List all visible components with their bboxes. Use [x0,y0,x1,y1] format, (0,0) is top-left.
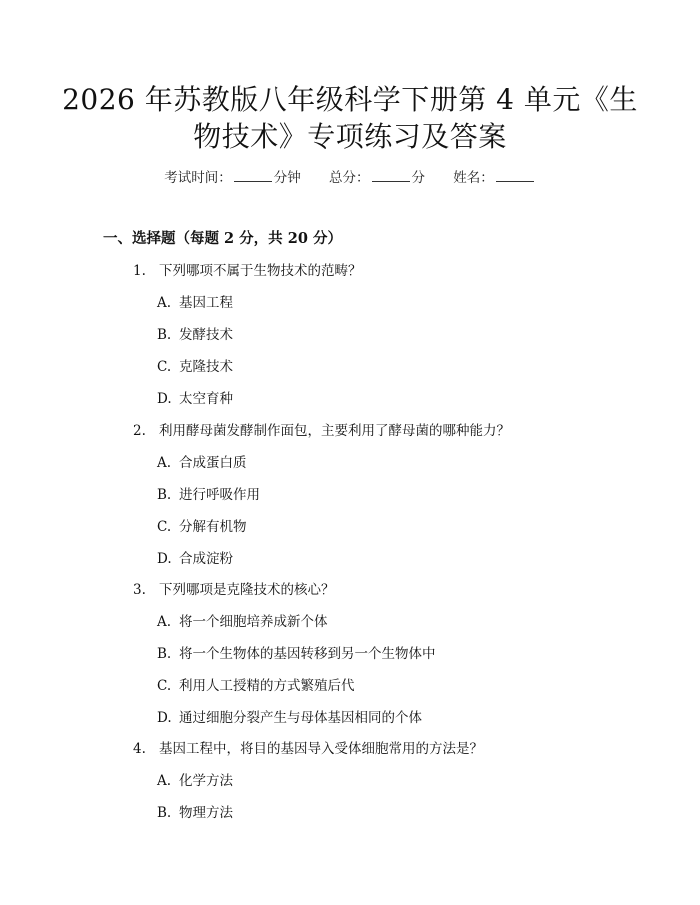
option-text: 物理方法 [179,805,233,821]
question-number: 4. [133,741,146,757]
question-3-option-a [157,612,328,632]
question-text: 下列哪项是克隆技术的核心？ [159,582,335,598]
option-letter: A. [157,295,172,311]
question-1 [133,261,362,281]
total-score-field [329,168,425,188]
question-3 [133,580,335,600]
exam-time-unit: 分钟 [273,170,301,186]
option-letter: C. [157,678,172,694]
question-number: 3. [133,582,146,598]
question-1-option-d [157,389,233,409]
question-1-option-a [157,293,233,313]
student-name-label: 姓名： [453,170,494,186]
question-1-option-c [157,357,233,377]
exam-time-field [164,168,301,188]
option-letter: B. [157,646,172,662]
exam-time-label: 考试时间： [164,170,232,186]
option-letter: D. [157,551,172,567]
option-text: 分解有机物 [179,519,247,535]
question-2-option-d [157,549,233,569]
option-letter: C. [157,519,172,535]
question-4-option-b [157,803,233,823]
option-text: 利用人工授精的方式繁殖后代 [179,678,355,694]
option-text: 发酵技术 [179,327,233,343]
option-text: 将一个生物体的基因转移到另一个生物体中 [179,646,436,662]
question-4-option-a [157,771,233,791]
question-2-option-c [157,517,247,537]
student-name-field [453,168,536,188]
total-score-blank [372,168,410,182]
document-title-line-1: 2026 年苏教版八年级科学下册第 4 单元《生 [62,83,638,116]
exam-info-row [0,168,700,188]
option-letter: B. [157,487,172,503]
question-text: 基因工程中，将目的基因导入受体细胞常用的方法是？ [159,741,483,757]
question-2-option-a [157,453,247,473]
option-text: 合成淀粉 [179,551,233,567]
question-number: 1. [133,263,146,279]
student-name-blank [496,168,534,182]
option-text: 克隆技术 [179,359,233,375]
option-letter: C. [157,359,172,375]
question-3-option-b [157,644,436,664]
option-letter: A. [157,455,172,471]
option-text: 基因工程 [179,295,233,311]
option-letter: D. [157,710,172,726]
question-1-option-b [157,325,233,345]
option-text: 通过细胞分裂产生与母体基因相同的个体 [179,710,422,726]
document-title-line-2: 物技术》专项练习及答案 [193,120,507,153]
question-number: 2. [133,423,146,439]
option-text: 太空育种 [179,391,233,407]
option-letter: A. [157,773,172,789]
option-text: 化学方法 [179,773,233,789]
option-letter: A. [157,614,172,630]
question-2-option-b [157,485,260,505]
option-text: 合成蛋白质 [179,455,247,471]
option-letter: B. [157,327,172,343]
exam-time-blank [234,168,272,182]
question-text: 下列哪项不属于生物技术的范畴？ [159,263,362,279]
question-4 [133,739,483,759]
option-letter: D. [157,391,172,407]
section-heading: 一、选择题（每题 2 分，共 20 分） [103,230,342,247]
option-letter: B. [157,805,172,821]
option-text: 将一个细胞培养成新个体 [179,614,328,630]
total-score-label: 总分： [329,170,370,186]
question-2 [133,421,510,441]
total-score-unit: 分 [411,170,425,186]
question-3-option-d [157,708,422,728]
option-text: 进行呼吸作用 [179,487,260,503]
question-3-option-c [157,676,355,696]
question-text: 利用酵母菌发酵制作面包，主要利用了酵母菌的哪种能力？ [159,423,510,439]
